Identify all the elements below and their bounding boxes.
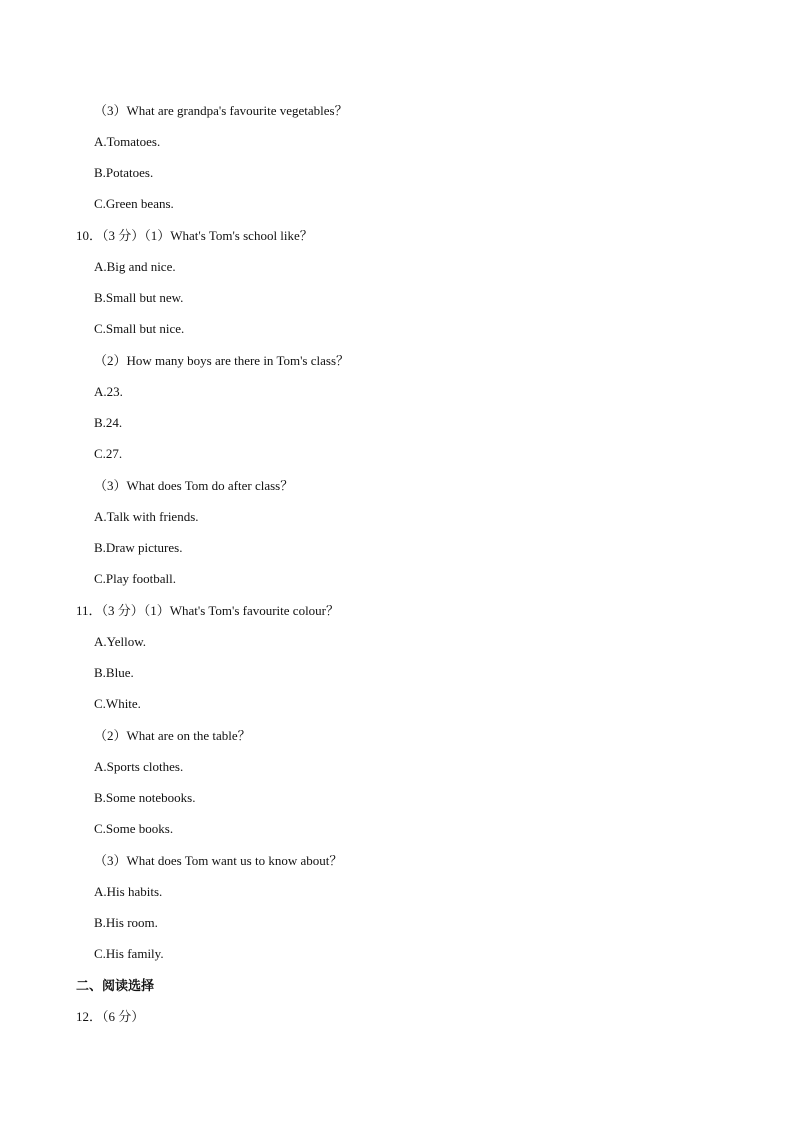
section-heading: 二、阅读选择 [76,978,155,993]
q11-header: 11．（3 分）（1）What's Tom's favourite colour？ [76,603,340,618]
q11-sub1-option-b: B.Blue. [94,665,134,680]
q9-sub3-question: （3）What are grandpa's favourite vegetables？ [94,103,348,118]
q11-sub1-option-a: A.Yellow. [94,634,147,649]
q11-sub2-option-c: C.Some books. [94,821,174,836]
q12-header: 12．（6 分） [76,1009,145,1024]
q10-sub2-question: （2）How many boys are there in Tom's class？ [94,353,350,368]
q11-sub1-option-c: C.White. [94,696,141,711]
q10-sub3-option-b: B.Draw pictures. [94,540,183,555]
q10-sub3-option-a: A.Talk with friends. [94,509,199,524]
q9-sub3-option-a: A.Tomatoes. [94,134,161,149]
q10-sub1-option-c: C.Small but nice. [94,321,185,336]
q11-sub3-option-a: A.His habits. [94,884,163,899]
q10-sub2-option-c: C.27. [94,446,123,461]
q11-sub2-option-b: B.Some notebooks. [94,790,196,805]
q11-sub2-option-a: A.Sports clothes. [94,759,184,774]
q10-sub2-option-b: B.24. [94,415,123,430]
q9-sub3-option-b: B.Potatoes. [94,165,154,180]
q11-sub3-option-c: C.His family. [94,946,164,961]
q11-sub3-option-b: B.His room. [94,915,158,930]
q11-sub2-question: （2）What are on the table？ [94,728,251,743]
q10-sub2-option-a: A.23. [94,384,123,399]
q10-sub1-option-b: B.Small but new. [94,290,184,305]
q11-sub3-question: （3）What does Tom want us to know about？ [94,853,343,868]
q9-sub3-option-c: C.Green beans. [94,196,174,211]
q10-sub3-option-c: C.Play football. [94,571,176,586]
q10-sub3-question: （3）What does Tom do after class？ [94,478,294,493]
q10-sub1-option-a: A.Big and nice. [94,259,176,274]
q10-header: 10．（3 分）（1）What's Tom's school like？ [76,228,313,243]
